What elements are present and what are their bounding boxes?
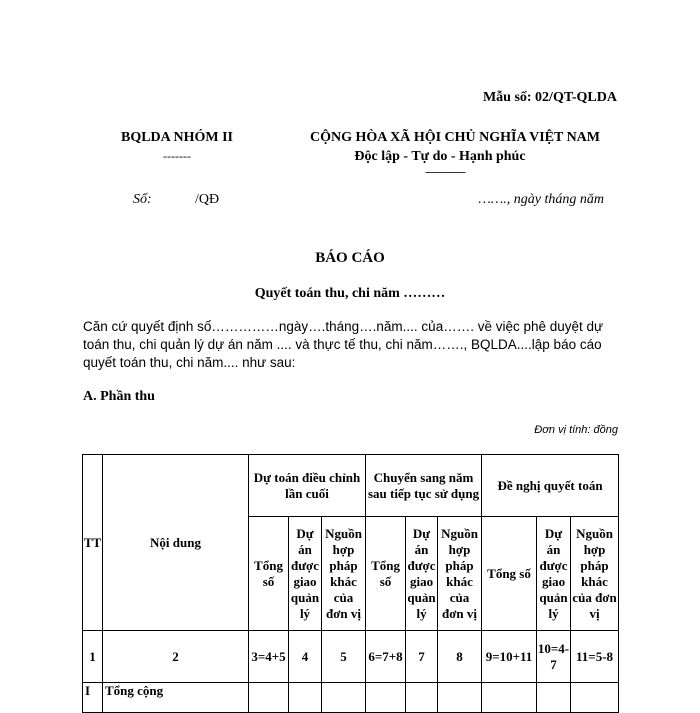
unit-note: Đơn vị tính: đồng — [534, 424, 618, 436]
table-cell — [482, 683, 537, 713]
subheader-other-source: Nguồn hợp pháp khác của đơn vị — [571, 517, 619, 631]
table-cell — [366, 683, 406, 713]
column-number: 11=5-8 — [571, 631, 619, 683]
subheader-assigned: Dự án được giao quản lý — [289, 517, 322, 631]
table-cell — [322, 683, 366, 713]
revenue-table — [82, 454, 619, 713]
document-number-label: Số: — [133, 192, 152, 207]
document-subtitle: Quyết toán thu, chi năm ……… — [254, 286, 446, 301]
table-cell — [571, 683, 619, 713]
header-group-carried-forward: Chuyển sang năm sau tiếp tục sử dụng — [366, 455, 482, 517]
subheader-total: Tổng số — [249, 517, 289, 631]
table-cell — [537, 683, 571, 713]
subheader-total: Tổng số — [366, 517, 406, 631]
form-code: Mẫu số: 02/QT-QLDA — [482, 90, 617, 105]
header-content: Nội dung — [103, 455, 249, 631]
subheader-other-source: Nguồn hợp pháp khác của đơn vị — [438, 517, 482, 631]
body-text: Căn cứ quyết định số……………ngày….tháng….năm.... của……. về việc phê duyệt dự toán thu, chi quản lý dự án năm .... và thực tế thu, chi năm……., BQLDA....lập báo cáo quyết toán thu, chi năm.... như sau: — [83, 319, 604, 370]
subheader-total: Tổng số — [482, 517, 537, 631]
column-number: 6=7+8 — [366, 631, 406, 683]
subheader-assigned: Dự án được giao quản lý — [537, 517, 571, 631]
column-number: 5 — [322, 631, 366, 683]
document-title: BÁO CÁO — [315, 250, 385, 266]
table-cell — [289, 683, 322, 713]
column-number: 8 — [438, 631, 482, 683]
body-paragraph — [83, 318, 618, 372]
subheader-assigned: Dự án được giao quản lý — [406, 517, 438, 631]
column-number: 1 — [83, 631, 103, 683]
date-line: ……., ngày tháng năm — [478, 192, 604, 207]
header-group-proposed-settlement: Đề nghị quyết toán — [482, 455, 619, 517]
total-row-label: Tổng cộng — [103, 683, 249, 713]
header-tt: TT — [83, 455, 103, 631]
column-number: 3=4+5 — [249, 631, 289, 683]
organization-underline: ------- — [163, 149, 191, 163]
column-number: 9=10+11 — [482, 631, 537, 683]
national-motto: Độc lập - Tự do - Hạnh phúc — [354, 149, 526, 164]
header-group-adjusted-estimate: Dự toán điều chỉnh lần cuối — [249, 455, 366, 517]
total-row-tt: I — [83, 683, 103, 713]
table-cell — [438, 683, 482, 713]
table-cell — [249, 683, 289, 713]
column-number: 4 — [289, 631, 322, 683]
section-heading: A. Phần thu — [83, 389, 155, 404]
subheader-other-source: Nguồn hợp pháp khác của đơn vị — [322, 517, 366, 631]
column-number: 2 — [103, 631, 249, 683]
column-number: 10=4-7 — [537, 631, 571, 683]
document-number-suffix: /QĐ — [195, 192, 220, 207]
column-number: 7 — [406, 631, 438, 683]
motto-underline: --------------- — [425, 166, 465, 178]
organization-name: BQLDA NHÓM II — [120, 130, 233, 145]
table-cell — [406, 683, 438, 713]
national-title: CỘNG HÒA XÃ HỘI CHỦ NGHĨA VIỆT NAM — [309, 130, 600, 145]
